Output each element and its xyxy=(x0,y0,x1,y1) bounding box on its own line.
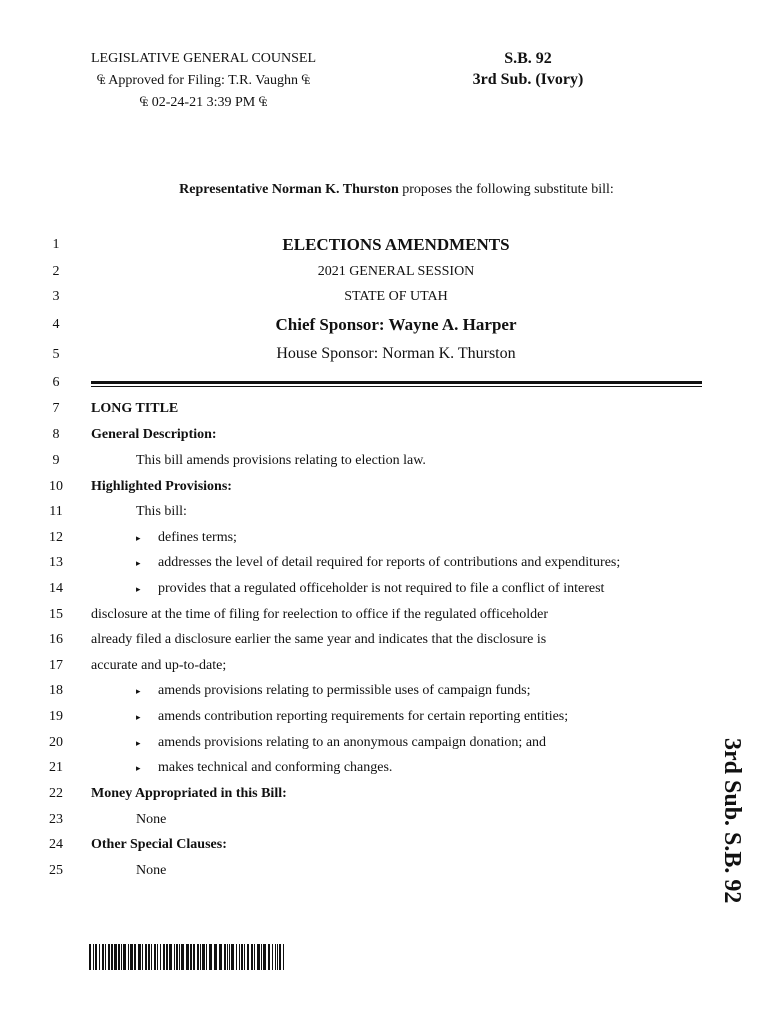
provision-item: provides that a regulated officeholder is not required to file a conflict of interest xyxy=(158,581,605,596)
barcode-icon xyxy=(89,944,284,970)
line-number: 6 xyxy=(52,375,60,390)
line-number: 12 xyxy=(49,530,63,545)
line-number: 25 xyxy=(49,863,63,878)
line-number: 13 xyxy=(49,555,63,570)
money-appropriated-value: None xyxy=(136,812,167,827)
bullet-icon: ▸ xyxy=(136,584,141,594)
provision-continuation: disclosure at the time of filing for reelection to office if the regulated officeholder xyxy=(91,607,549,622)
line-number: 16 xyxy=(49,632,63,647)
house-sponsor: House Sponsor: Norman K. Thurston xyxy=(276,345,516,362)
line-number: 1 xyxy=(52,237,60,252)
bullet-icon: ▸ xyxy=(136,533,141,543)
line-number: 10 xyxy=(49,479,63,494)
general-description-text: This bill amends provisions relating to election law. xyxy=(136,453,426,468)
line-number: 7 xyxy=(52,401,60,416)
line-number: 2 xyxy=(52,264,60,279)
bullet-icon: ▸ xyxy=(136,712,141,722)
provision-item: amends contribution reporting requirements for certain reporting entities; xyxy=(158,709,569,724)
proposing-representative: Representative Norman K. Thurston xyxy=(179,182,399,197)
general-description-heading: General Description: xyxy=(91,427,217,442)
special-clauses-heading: Other Special Clauses: xyxy=(91,837,227,852)
bullet-icon: ▸ xyxy=(136,686,141,696)
money-appropriated-heading: Money Appropriated in this Bill: xyxy=(91,786,287,801)
substitute-label: 3rd Sub. (Ivory) xyxy=(472,71,584,88)
bill-id-header xyxy=(458,48,598,90)
provision-item: amends provisions relating to permissible uses of campaign funds; xyxy=(158,683,531,698)
provision-continuation: accurate and up-to-date; xyxy=(91,658,227,673)
bill-number: S.B. 92 xyxy=(504,50,552,67)
provision-item: defines terms; xyxy=(158,530,237,545)
line-number: 3 xyxy=(52,289,60,304)
provision-continuation: already filed a disclosure earlier the same year and indicates that the disclosure is xyxy=(91,632,547,647)
proposal-text: proposes the following substitute bill: xyxy=(398,182,614,197)
line-number: 4 xyxy=(52,317,60,332)
counsel-header xyxy=(91,48,316,114)
bullet-icon: ▸ xyxy=(136,763,141,773)
line-number: 22 xyxy=(49,786,63,801)
bullet-icon: ▸ xyxy=(136,738,141,748)
approval-line: ₠ Approved for Filing: T.R. Vaughn ₠ xyxy=(96,73,311,88)
line-number: 8 xyxy=(52,427,60,442)
line-number: 24 xyxy=(49,837,63,852)
provision-item: amends provisions relating to an anonymous campaign donation; and xyxy=(158,735,547,750)
line-number: 21 xyxy=(49,760,63,775)
line-number: 20 xyxy=(49,735,63,750)
line-number: 14 xyxy=(49,581,63,596)
session-label: 2021 GENERAL SESSION xyxy=(317,264,475,279)
line-number: 9 xyxy=(52,453,60,468)
provision-item: addresses the level of detail required for reports of contributions and expenditures; xyxy=(158,555,621,570)
line-number: 19 xyxy=(49,709,63,724)
title-divider-thick xyxy=(91,381,702,384)
counsel-name: LEGISLATIVE GENERAL COUNSEL xyxy=(91,51,317,66)
line-number: 23 xyxy=(49,812,63,827)
line-number: 17 xyxy=(49,658,63,673)
title-divider-thin xyxy=(91,386,702,387)
approval-datetime: ₠ 02-24-21 3:39 PM ₠ xyxy=(139,95,268,110)
provisions-intro: This bill: xyxy=(136,504,187,519)
special-clauses-value: None xyxy=(136,863,167,878)
line-number: 15 xyxy=(49,607,63,622)
line-number: 18 xyxy=(49,683,63,698)
proposal-line xyxy=(0,182,770,198)
state-label: STATE OF UTAH xyxy=(344,289,448,304)
sidebar-bill-label: 3rd Sub. S.B. 92 xyxy=(719,738,745,904)
line-number: 11 xyxy=(49,504,63,519)
long-title-heading: LONG TITLE xyxy=(91,401,179,416)
chief-sponsor: Chief Sponsor: Wayne A. Harper xyxy=(275,315,517,334)
highlighted-provisions-heading: Highlighted Provisions: xyxy=(91,479,232,494)
bullet-icon: ▸ xyxy=(136,558,141,568)
line-number: 5 xyxy=(52,347,60,362)
provision-item: makes technical and conforming changes. xyxy=(158,760,393,775)
bill-title: ELECTIONS AMENDMENTS xyxy=(282,235,510,254)
